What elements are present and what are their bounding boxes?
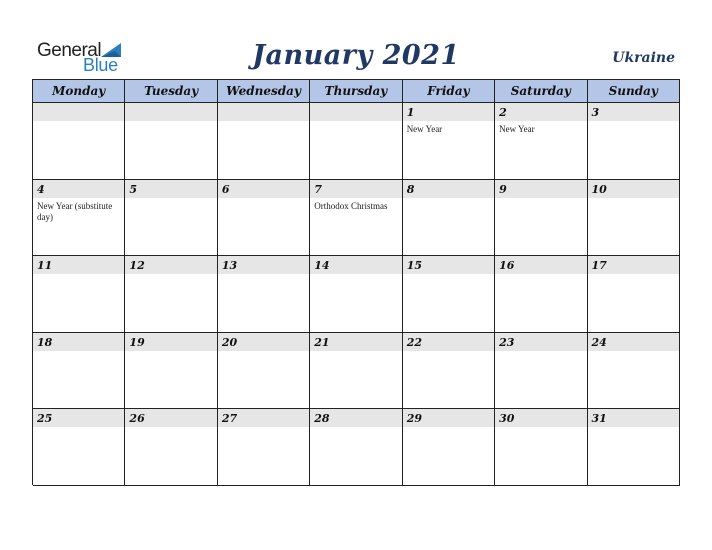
day-cell	[588, 409, 680, 486]
day-cell	[403, 256, 495, 333]
weekday-header: Sunday	[588, 80, 680, 103]
day-cell	[125, 256, 217, 333]
calendar-title: January 2021	[252, 40, 460, 71]
day-number: 30	[499, 412, 515, 426]
weekday-header: Monday	[33, 80, 125, 103]
calendar-week-row	[33, 103, 680, 180]
weekday-header: Friday	[403, 80, 495, 103]
day-cell	[403, 180, 495, 257]
day-number-band	[218, 180, 309, 198]
day-number: 18	[37, 335, 53, 349]
day-number-band	[403, 103, 494, 121]
day-number: 21	[314, 335, 330, 349]
day-cell	[588, 103, 680, 180]
day-number-band	[588, 103, 679, 121]
day-cell	[125, 180, 217, 257]
holiday-label: New Year (substitute day)	[37, 200, 113, 222]
day-number: 25	[37, 412, 53, 426]
logo-text-blue: Blue	[83, 55, 118, 75]
day-cell	[33, 333, 125, 410]
day-number: 27	[221, 412, 238, 426]
holiday-label: New Year	[406, 124, 443, 134]
day-number: 23	[499, 335, 515, 349]
weekday-header: Wednesday	[218, 80, 310, 103]
day-number: 11	[37, 259, 53, 273]
day-cell	[125, 409, 217, 486]
day-cell	[495, 180, 587, 257]
day-number: 20	[221, 335, 238, 349]
day-number: 10	[591, 182, 607, 196]
day-number: 17	[591, 259, 607, 273]
day-number-band	[310, 180, 401, 198]
day-cell	[218, 180, 310, 257]
day-number: 8	[406, 182, 415, 196]
day-number-band	[125, 103, 216, 121]
day-number: 31	[591, 412, 607, 426]
weekday-header: Tuesday	[125, 80, 217, 103]
day-number: 14	[314, 259, 330, 273]
day-number: 7	[314, 182, 322, 196]
day-cell	[218, 409, 310, 486]
country-label: Ukraine	[612, 50, 675, 66]
day-number: 15	[406, 259, 422, 273]
holiday-label: New Year	[499, 124, 535, 134]
day-cell	[495, 103, 587, 180]
day-number: 1	[406, 106, 415, 119]
day-cell	[33, 103, 125, 180]
day-number: 3	[591, 106, 600, 119]
holiday-label: Orthodox Christmas	[314, 200, 388, 211]
weekday-header: Thursday	[310, 80, 402, 103]
day-number-band	[495, 103, 586, 121]
day-number: 24	[591, 335, 607, 349]
day-cell	[310, 180, 402, 257]
day-cell	[495, 256, 587, 333]
calendar-week-row	[33, 333, 680, 410]
day-cell	[218, 103, 310, 180]
day-cell	[403, 103, 495, 180]
day-cell	[310, 256, 402, 333]
day-cell	[218, 256, 310, 333]
day-number: 5	[129, 182, 138, 196]
day-number: 19	[129, 335, 145, 349]
day-number: 13	[221, 259, 238, 273]
day-number: 6	[221, 182, 230, 196]
day-number: 2	[499, 106, 507, 119]
day-number: 26	[129, 412, 145, 426]
day-cell	[403, 333, 495, 410]
logo-text-general: General	[37, 40, 102, 61]
day-number-band	[125, 180, 216, 198]
calendar-week-row	[33, 256, 680, 333]
day-number-band	[33, 180, 124, 198]
day-number: 9	[499, 182, 507, 196]
calendar-week-row	[33, 180, 680, 257]
day-cell	[495, 333, 587, 410]
day-cell	[218, 333, 310, 410]
day-number: 16	[499, 259, 515, 273]
day-cell	[403, 409, 495, 486]
day-number: 29	[406, 412, 422, 426]
day-number-band	[218, 103, 309, 121]
day-cell	[125, 103, 217, 180]
calendar-week-row	[33, 409, 680, 486]
day-cell	[33, 256, 125, 333]
day-number: 22	[406, 335, 422, 349]
day-cell	[310, 409, 402, 486]
weekday-header: Saturday	[495, 80, 587, 103]
day-cell	[588, 180, 680, 257]
day-number-band	[310, 103, 401, 121]
day-cell	[588, 333, 680, 410]
day-cell	[310, 103, 402, 180]
day-number: 28	[314, 412, 330, 426]
calendar-grid	[32, 79, 680, 485]
day-number-band	[403, 180, 494, 198]
day-number-band	[495, 180, 586, 198]
day-cell	[33, 180, 125, 257]
weekday-header-row	[33, 80, 680, 103]
day-cell	[125, 333, 217, 410]
day-cell	[33, 409, 125, 486]
day-number: 12	[129, 259, 145, 273]
day-number-band	[33, 103, 124, 121]
calendar-weeks	[33, 103, 680, 486]
day-cell	[310, 333, 402, 410]
day-cell	[495, 409, 587, 486]
day-number: 4	[37, 182, 45, 196]
day-cell	[588, 256, 680, 333]
